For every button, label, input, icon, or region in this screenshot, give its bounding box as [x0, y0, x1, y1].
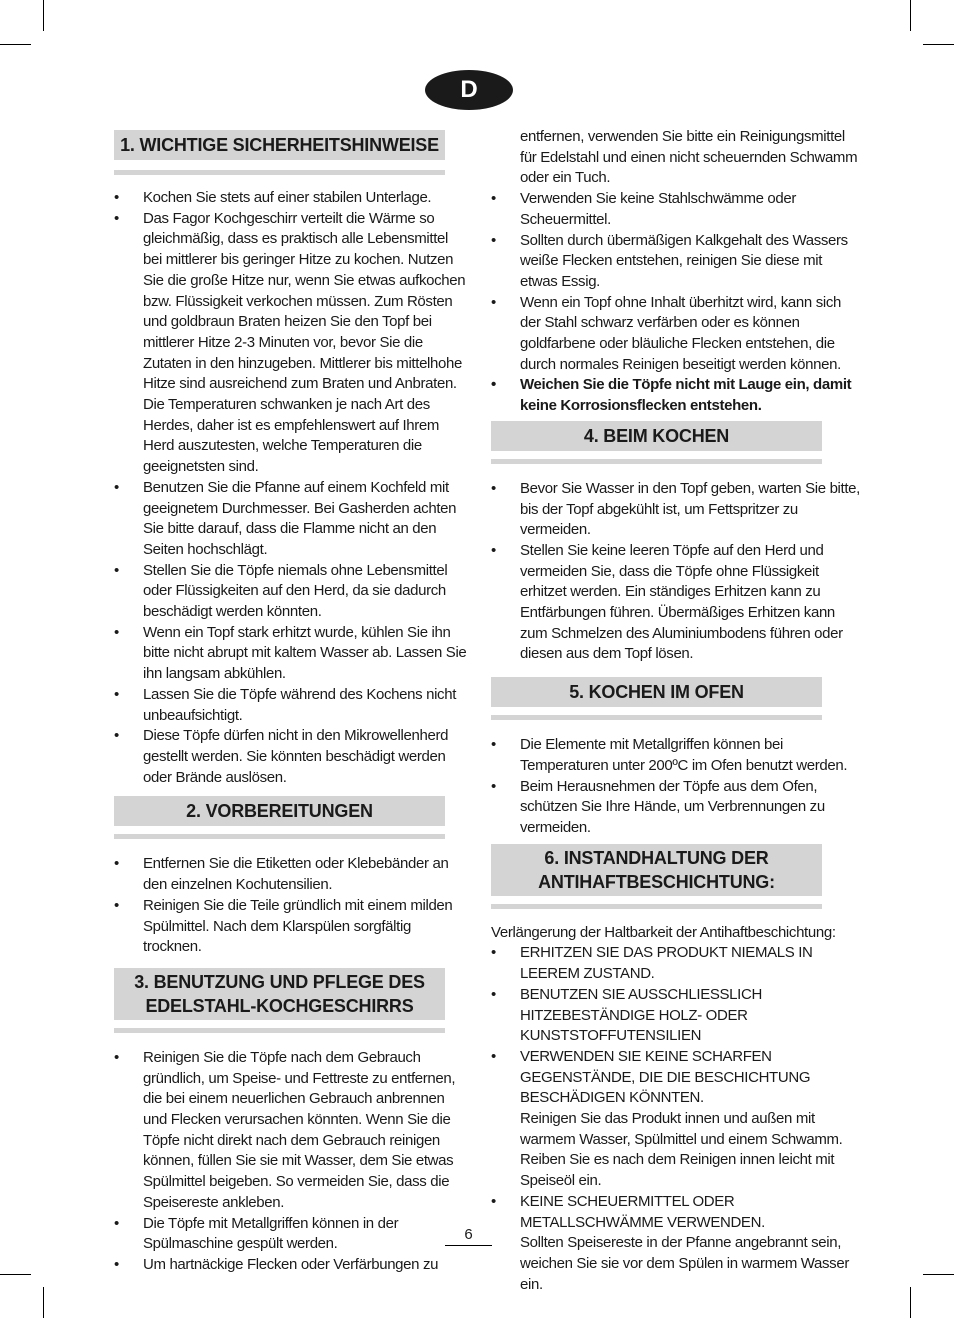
language-badge: D [425, 70, 513, 110]
heading-line: ANTIHAFTBESCHICHTUNG: [538, 871, 775, 892]
list-item-note: Reinigen Sie das Produkt innen und außen mit warmem Wasser, Spülmittel und einem Schwamm. [520, 1110, 843, 1148]
crop-mark [923, 1274, 954, 1275]
list-item: • Diese Töpfe dürfen nicht in den Mikrowellenherd gestellt werden. Sie könnten beschädigt werden oder Brände auslösen. [114, 726, 470, 788]
list-item: • Das Fagor Kochgeschirr verteilt die Wärme so gleichmäßig, dass es praktisch alle Lebensmittel bei mittlerer bis geringer Hitze zu kochen. Nutzen Sie die große Hitze nur, wenn Sie etwas aufkochen bzw. Flüssigkeit verkochen müssen. Zum Rösten und goldbraun Braten heizen Sie den Topf bei mittlerer Hitze 2-3 Minuten vor, bevor Sie die Zutaten in den hinzugeben. Mittlerer bis mittelhohe Hitze sind ausreichend zum Braten und Anbraten. Die Temperaturen schwanken je nach Art des Herdes, daher ist es empfehlenswert auf Ihrem Herd auszutesten, welche Temperaturen die geeignetsten sind. [114, 209, 470, 478]
list-item-bold: • Weichen Sie die Töpfe nicht mit Lauge ein, damit keine Korrosionsflecken entstehen. [491, 375, 863, 416]
nonstick-list [491, 943, 863, 1295]
list-item: • Die Elemente mit Metallgriffen können bei Temperaturen unter 200ºC im Ofen benutzt werden. [491, 735, 863, 776]
section-heading-stainless-care [114, 968, 445, 1020]
list-item: • Verwenden Sie keine Stahlschwämme oder Scheuermittel. [491, 189, 863, 230]
stainless-care-list [114, 1048, 470, 1276]
list-item: • ERHITZEN SIE DAS PRODUKT NIEMALS IN LEEREM ZUSTAND. [491, 943, 863, 984]
section-heading-nonstick [491, 844, 822, 896]
crop-mark [910, 1287, 911, 1318]
list-item: • Bevor Sie Wasser in den Topf geben, warten Sie bitte, bis der Topf abgekühlt ist, um Fettspritzer zu vermeiden. [491, 479, 863, 541]
list-item: • Die Töpfe mit Metallgriffen können in der Spülmaschine gespült werden. [114, 1214, 470, 1255]
section-heading-preparation: 2. VORBEREITUNGEN [114, 796, 445, 826]
heading-rule [114, 1028, 445, 1033]
cooking-list [491, 479, 863, 665]
left-column [114, 130, 470, 1276]
preparation-list [114, 854, 470, 958]
list-item: • Wenn ein Topf stark erhitzt wurde, kühlen Sie ihn bitte nicht abrupt mit kaltem Wasser ab. Lassen Sie ihn langsam abkühlen. [114, 623, 470, 685]
list-item: • BENUTZEN SIE AUSSCHLIESSLICH HITZEBESTÄNDIGE HOLZ- ODER KUNSTSTOFFUTENSILIEN [491, 985, 863, 1047]
list-item [491, 1047, 863, 1192]
list-item: • Reinigen Sie die Teile gründlich mit einem milden Spülmittel. Nach dem Klarspülen sorgfältig trocknen. [114, 896, 470, 958]
intro-paragraph: Verlängerung der Haltbarkeit der Antihaftbeschichtung: [491, 923, 836, 941]
page-number: 6 [445, 1226, 492, 1246]
safety-list [114, 188, 470, 788]
crop-mark [0, 1274, 31, 1275]
crop-mark [923, 44, 954, 45]
heading-rule [491, 459, 822, 464]
heading-rule [114, 834, 445, 839]
crop-mark [43, 1287, 44, 1318]
right-column [491, 127, 863, 1295]
stainless-care-list-continued [491, 189, 863, 417]
section-heading-cooking: 4. BEIM KOCHEN [491, 421, 822, 451]
list-item: • Sollten durch übermäßigen Kalkgehalt des Wassers weiße Flecken entstehen, reinigen Sie diese mit etwas Essig. [491, 231, 863, 293]
list-item-text: • VERWENDEN SIE KEINE SCHARFEN GEGENSTÄNDE, DIE DIE BESCHICHTUNG BESCHÄDIGEN KÖNNTEN. [520, 1047, 811, 1107]
heading-line: 6. INSTANDHALTUNG DER [544, 847, 769, 868]
list-item: • Kochen Sie stets auf einer stabilen Unterlage. [114, 188, 470, 209]
list-item: • Beim Herausnehmen der Töpfe aus dem Ofen, schützen Sie Ihre Hände, um Verbrennungen zu vermeiden. [491, 777, 863, 839]
list-item-text: • KEINE SCHEUERMITTEL ODER METALLSCHWÄMME VERWENDEN. [520, 1192, 765, 1231]
list-item: • Reinigen Sie die Töpfe nach dem Gebrauch gründlich, um Speise- und Fettreste zu entfernen, die bei einem neuerlichen Gebrauch anbrennen und Flecken verursachen könnten. Wenn Sie die Töpfe nicht direkt nach dem Gebrauch reinigen können, füllen Sie sie mit Wasser, dem Sie etwas Spülmittel beigeben. So vermeiden Sie, dass die Speisereste ankleben. [114, 1048, 470, 1214]
crop-mark [0, 44, 31, 45]
list-item [491, 1192, 863, 1296]
heading-rule [491, 715, 822, 720]
heading-rule [491, 904, 822, 909]
heading-line: EDELSTAHL-KOCHGESCHIRRS [145, 995, 414, 1016]
section-heading-safety: 1. WICHTIGE SICHERHEITSHINWEISE [114, 130, 445, 160]
list-item: • Stellen Sie keine leeren Töpfe auf den Herd und vermeiden Sie, dass die Töpfe ohne Flüssigkeit erhitzet werden. Ein ständiges Erhitzen kann zu Entfärbungen führen. Übermäßiges Erhitzen kann zum Schmelzen des Aluminiumbodens führen oder diesen aus dem Topf lösen. [491, 541, 863, 665]
list-item-note: Sollten Speisereste in der Pfanne angebrannt sein, weichen Sie sie vor dem Spülen in warmem Wasser ein. [520, 1234, 849, 1293]
crop-mark [43, 0, 44, 31]
list-item: • Lassen Sie die Töpfe während des Kochens nicht unbeaufsichtigt. [114, 685, 470, 726]
list-item-note: Reiben Sie es nach dem Reinigen innen leicht mit Speiseöl ein. [520, 1151, 835, 1190]
list-item: • Um hartnäckige Flecken oder Verfärbungen zu [114, 1255, 470, 1276]
crop-mark [910, 0, 911, 31]
list-item: • Wenn ein Topf ohne Inhalt überhitzt wird, kann sich der Stahl schwarz verfärben oder es können goldfarbene oder bläuliche Flecken entstehen, die durch normales Reinigen beseitigt werden können. [491, 293, 863, 376]
heading-rule [114, 170, 445, 175]
oven-list [491, 735, 863, 839]
section-heading-oven: 5. KOCHEN IM OFEN [491, 677, 822, 707]
list-item: • Stellen Sie die Töpfe niemals ohne Lebensmittel oder Flüssigkeiten auf den Herd, da sie dadurch beschädigt werden könnten. [114, 561, 470, 623]
list-item: • Entfernen Sie die Etiketten oder Klebebänder an den einzelnen Kochutensilien. [114, 854, 470, 895]
heading-line: 3. BENUTZUNG UND PFLEGE DES [134, 971, 425, 992]
continued-paragraph: entfernen, verwenden Sie bitte ein Reinigungsmittel für Edelstahl und einen nicht scheuernden Schwamm oder ein Tuch. [520, 128, 858, 187]
list-item: • Benutzen Sie die Pfanne auf einem Kochfeld mit geeignetem Durchmesser. Bei Gasherden achten Sie bitte darauf, dass die Flamme nicht an den Seiten hochschlägt. [114, 478, 470, 561]
